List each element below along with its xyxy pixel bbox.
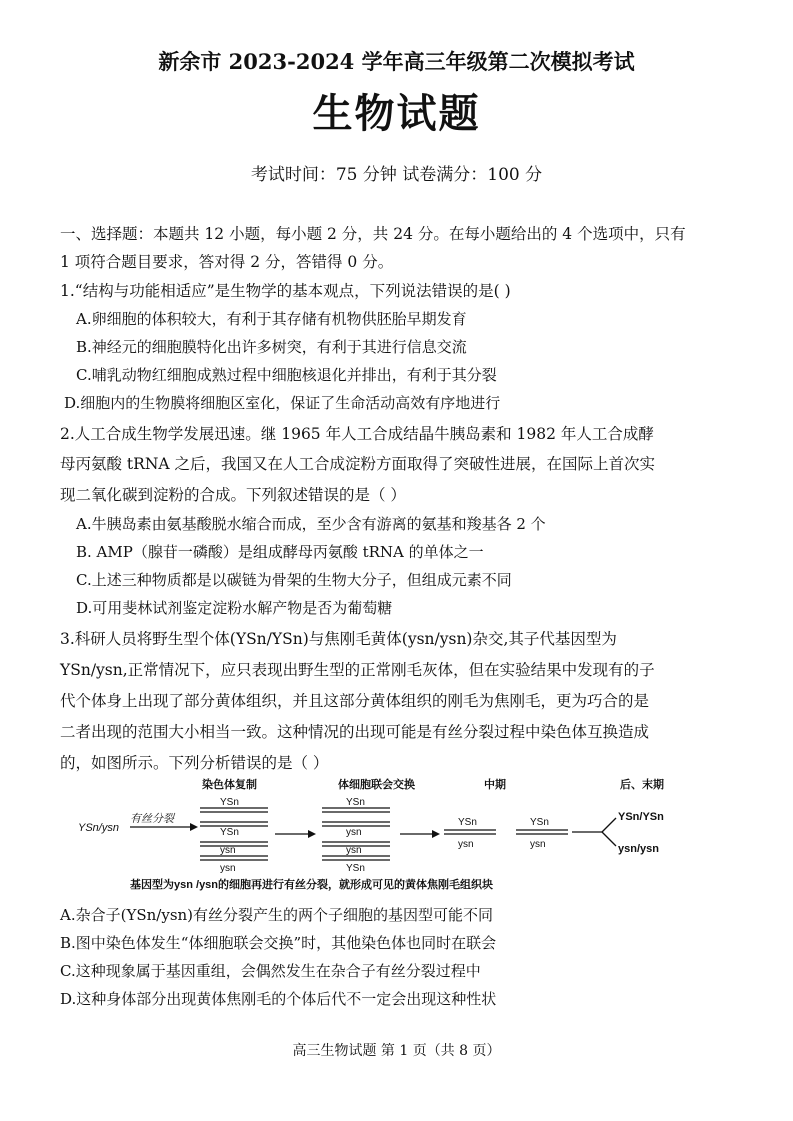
gene-label: ysn xyxy=(530,839,546,850)
q3-stem-line5: 的，如图所示。下列分析错误的是（ ） xyxy=(60,754,329,772)
mitosis-arrow-label: 有丝分裂 xyxy=(130,813,174,825)
q2-option-d: D.可用斐林试剂鉴定淀粉水解产物是否为葡萄糖 xyxy=(76,599,393,617)
q3-stem-line4: 二者出现的范围大小相当一致。这种情况的出现可能是有丝分裂过程中染色体互换造成 xyxy=(60,723,650,741)
metaphase-chromosomes xyxy=(444,830,568,834)
section-intro-line2: 1 项符合题目要求，答对得 2 分，答错得 0 分。 xyxy=(60,253,394,271)
q1-option-c: C.哺乳动物红细胞成熟过程中细胞核退化并排出，有利于其分裂 xyxy=(76,366,497,384)
daughter-genotype-2: ysn/ysn xyxy=(618,843,659,855)
exam-title: 新余市 2023-2024 学年高三年级第二次模拟考试 xyxy=(158,49,635,74)
stage-label-replication: 染色体复制 xyxy=(202,779,257,791)
q2-stem-line2: 母丙氨酸 tRNA 之后，我国又在人工合成淀粉方面取得了突破性进展，在国际上首次实 xyxy=(60,455,656,473)
gene-label: YSn xyxy=(346,797,365,808)
gene-label: ysn xyxy=(346,845,362,856)
q1-option-a: A.卵细胞的体积较大，有利于其存储有机物供胚胎早期发育 xyxy=(76,310,467,328)
gene-label: ysn xyxy=(346,827,362,838)
stage-label-crossover: 体细胞联会交换 xyxy=(338,779,415,791)
q3-stem-line1: 3.科研人员将野生型个体(YSn/YSn)与焦刚毛黄体(ysn/ysn)杂交,其子代基因型为 xyxy=(60,630,617,648)
q2-option-b: B. AMP（腺苷一磷酸）是组成酵母丙氨酸 tRNA 的单体之一 xyxy=(76,543,484,561)
mitotic-crossover-diagram xyxy=(60,772,750,897)
daughter-genotype-1: YSn/YSn xyxy=(618,811,664,823)
q3-option-a: A.杂合子(YSn/ysn)有丝分裂产生的两个子细胞的基因型可能不同 xyxy=(60,906,494,924)
gene-label: ysn xyxy=(458,839,474,850)
page-footer: 高三生物试题 第 1 页（共 8 页） xyxy=(292,1043,501,1059)
q3-option-d: D.这种身体部分出现黄体焦刚毛的个体后代不一定会出现这种性状 xyxy=(60,990,497,1008)
start-genotype: YSn/ysn xyxy=(78,822,119,834)
q2-stem-line1: 2.人工合成生物学发展迅速。继 1965 年人工合成结晶牛胰岛素和 1982 年人工合成酵 xyxy=(60,425,654,443)
q1-option-b: B.神经元的细胞膜特化出许多树突，有利于其进行信息交流 xyxy=(76,338,467,356)
gene-label: YSn xyxy=(530,817,549,828)
gene-label: YSn xyxy=(346,863,365,874)
q3-stem-line3: 代个体身上出现了部分黄体组织，并且这部分黄体组织的刚毛为焦刚毛，更为巧合的是 xyxy=(60,692,650,710)
stage-label-metaphase: 中期 xyxy=(484,779,506,791)
gene-label: ysn xyxy=(220,845,236,856)
gene-label: YSn xyxy=(220,827,239,838)
arrow-to-metaphase-head xyxy=(432,830,440,838)
q2-option-c: C.上述三种物质都是以碳链为骨架的生物大分子，但组成元素不同 xyxy=(76,571,512,589)
arrow-to-crossover-head xyxy=(308,830,316,838)
q3-option-b: B.图中染色体发生“体细胞联会交换”时，其他染色体也同时在联会 xyxy=(60,934,497,952)
branch-down xyxy=(602,832,616,846)
arrow-mitosis-head xyxy=(190,823,198,831)
q1-stem: 1.“结构与功能相适应”是生物学的基本观点，下列说法错误的是( ) xyxy=(60,282,511,300)
subject-title: 生物试题 xyxy=(312,90,481,137)
exam-meta: 考试时间：75 分钟 试卷满分：100 分 xyxy=(250,165,543,185)
q3-option-c: C.这种现象属于基因重组，会偶然发生在杂合子有丝分裂过程中 xyxy=(60,962,481,980)
gene-label: YSn xyxy=(220,797,239,808)
gene-label: YSn xyxy=(458,817,477,828)
figure-caption: 基因型为ysn /ysn的细胞再进行有丝分裂，就形成可见的黄体焦刚毛组织块 xyxy=(130,879,494,891)
branch-up xyxy=(602,818,616,832)
gene-label: ysn xyxy=(220,863,236,874)
q3-stem-line2: YSn/ysn,正常情况下，应只表现出野生型的正常刚毛灰体，但在实验结果中发现有的子 xyxy=(60,661,655,679)
section-intro-line1: 一、选择题：本题共 12 小题，每小题 2 分，共 24 分。在每小题给出的 4 个选项中，只有 xyxy=(60,225,686,243)
q2-stem-line3: 现二氧化碳到淀粉的合成。下列叙述错误的是（ ） xyxy=(60,486,406,504)
q2-option-a: A.牛胰岛素由氨基酸脱水缩合而成，至少含有游离的氨基和羧基各 2 个 xyxy=(76,515,546,533)
stage-label-anaphase: 后、末期 xyxy=(620,779,664,791)
q1-option-d: D.细胞内的生物膜将细胞区室化，保证了生命活动高效有序地进行 xyxy=(64,394,501,412)
